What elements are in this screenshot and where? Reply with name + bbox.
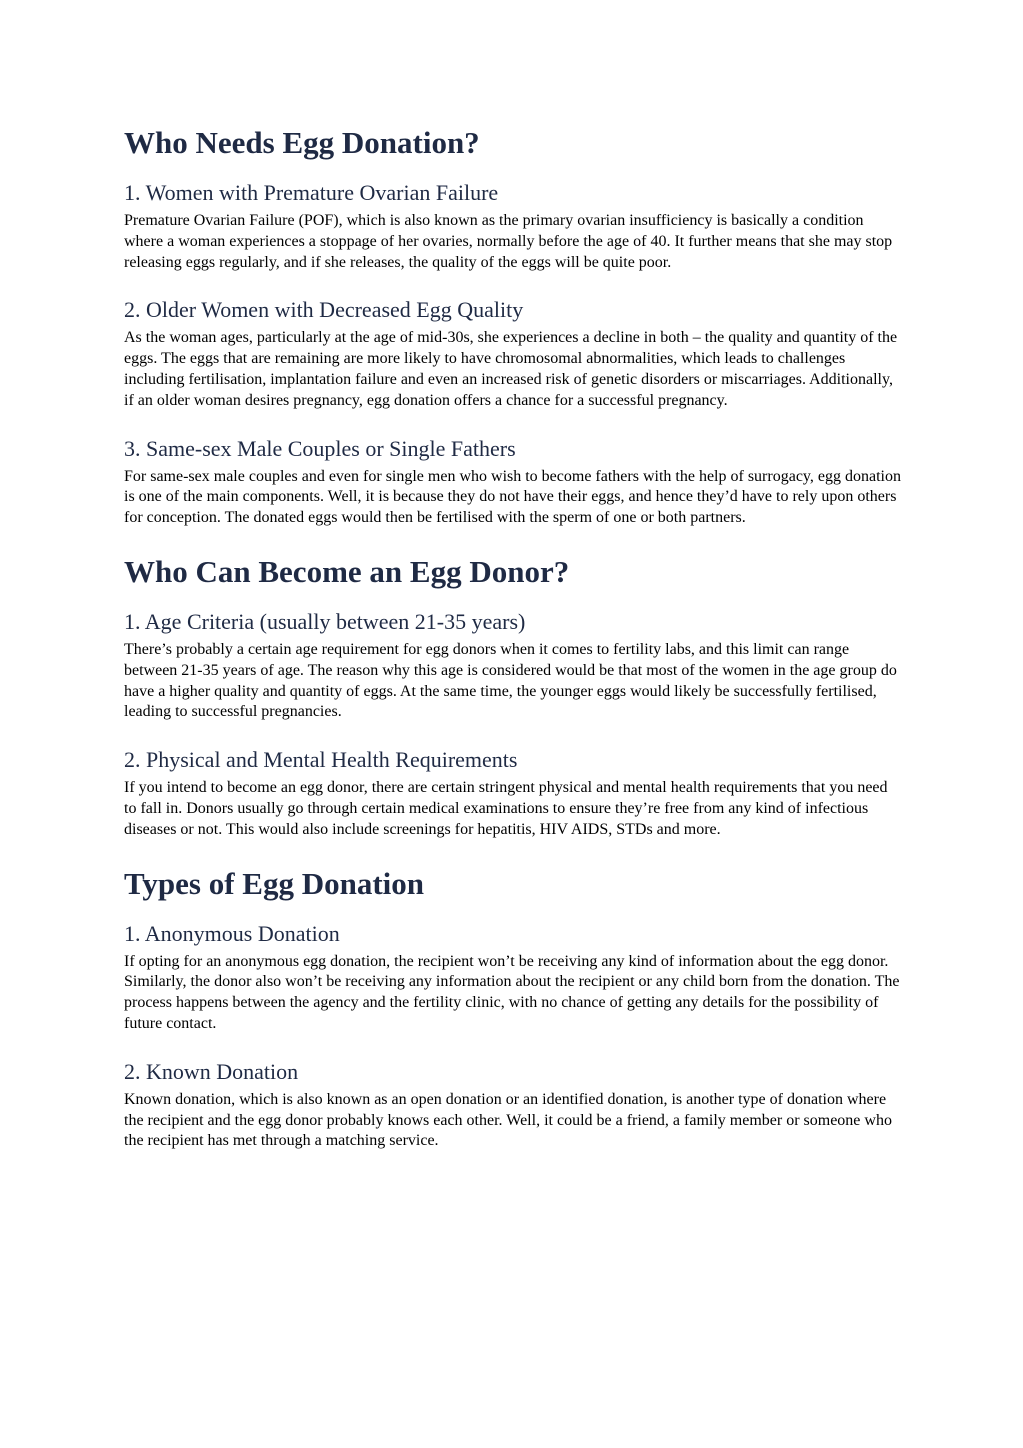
- subsection-body: Premature Ovarian Failure (POF), which is also known as the primary ovarian insufficiency is basically a condition where a woman experiences a stoppage of her ovaries, normally before the age of 40. It further means that she may stop releasing eggs regularly, and if she releases, the quality of the eggs will be quite poor.: [124, 212, 893, 271]
- subsection-title: 1. Age Criteria (usually between 21-35 years): [124, 608, 526, 634]
- subsection-body: Known donation, which is also known as an open donation or an identified donation, is another type of donation where the recipient and the egg donor probably knows each other. Well, it could be a friend, a family member or someone who the recipient has met through a matching service.: [124, 1090, 892, 1150]
- section-types-of-egg-donation: [124, 865, 902, 1153]
- section-who-can-become-egg-donor: [124, 553, 902, 841]
- subsection-title: 1. Anonymous Donation: [124, 920, 340, 946]
- section-heading: Who Needs Egg Donation?: [124, 125, 480, 160]
- subsection-title: 1. Women with Premature Ovarian Failure: [124, 180, 499, 205]
- subsection-title: 2. Known Donation: [124, 1058, 299, 1084]
- subsection-title: 2. Physical and Mental Health Requirements: [124, 747, 518, 773]
- section-heading: Types of Egg Donation: [124, 865, 424, 901]
- subsection-body: If opting for an anonymous egg donation, the recipient won’t be receiving any kind of information about the egg donor. Similarly, the donor also won’t be receiving any information about the recipient or any child born from the donation. The process happens between the agency and the fertility clinic, with no chance of getting any details for the possibility of future contact.: [124, 952, 900, 1032]
- subsection-body: There’s probably a certain age requirement for egg donors when it comes to fertility labs, and this limit can range between 21-35 years of age. The reason why this age is considered would be that most of the women in the age group do have a higher quality and quantity of eggs. At the same time, the younger eggs would likely be successfully fertilised, leading to successful pregnancies.: [124, 640, 897, 721]
- subsection-title: 2. Older Women with Decreased Egg Quality: [124, 297, 524, 323]
- section-heading: Who Can Become an Egg Donor?: [124, 553, 570, 589]
- section-who-needs-egg-donation: [124, 124, 902, 529]
- subsection-body: If you intend to become an egg donor, there are certain stringent physical and mental health requirements that you need to fall in. Donors usually go through certain medical examinations to ensure they’re free from any kind of infectious diseases or not. This would also include screenings for hepatitis, HIV AIDS, STDs and more.: [124, 779, 888, 838]
- subsection-body: For same-sex male couples and even for single men who wish to become fathers with the help of surrogacy, egg donation is one of the main components. Well, it is because they do not have their eggs, and hence they’d have to rely upon others for conception. The donated eggs would then be fertilised with the sperm of one or both partners.: [124, 467, 901, 527]
- subsection-body: As the woman ages, particularly at the age of mid-30s, she experiences a decline in both – the quality and quantity of the eggs. The eggs that are remaining are more likely to have chromosomal abnormalities, which leads to challenges including fertilisation, implantation failure and even an increased risk of genetic disorders or miscarriages. Additionally, if an older woman desires pregnancy, egg donation offers a chance for a successful pregnancy.: [124, 329, 898, 409]
- document-page: [124, 124, 902, 1152]
- subsection-title: 3. Same-sex Male Couples or Single Fathers: [124, 435, 516, 461]
